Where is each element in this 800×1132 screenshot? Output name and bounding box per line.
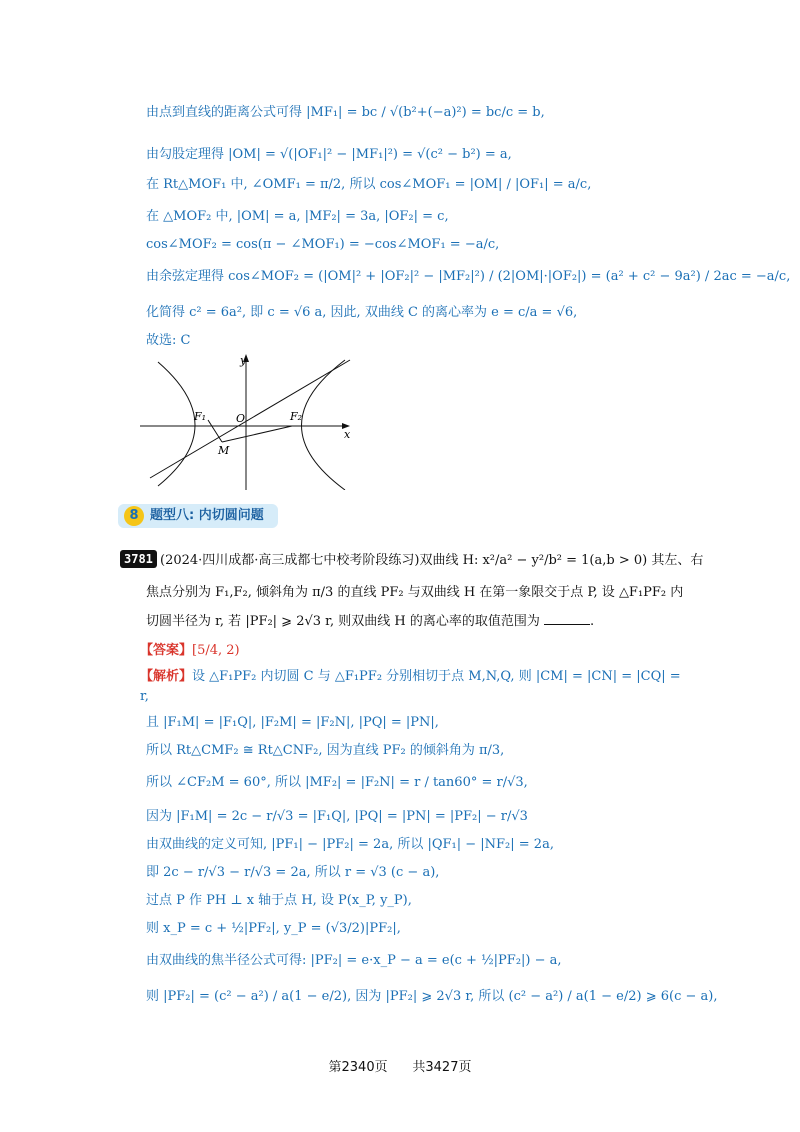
solution-line-7: 化简得 c² = 6a², 即 c = √6 a, 因此, 双曲线 C 的离心率为 e = c/a = √6,: [146, 305, 578, 320]
analysis-line-7: 即 2c − r/√3 − r/√3 = 2a, 所以 r = √3 (c − a),: [146, 865, 440, 880]
label-y: y: [240, 354, 247, 367]
question-line-3: [146, 612, 594, 631]
analysis-line-1: [140, 668, 681, 686]
segment-m-f2: [222, 426, 292, 442]
page-footer: [0, 1056, 800, 1075]
answer-blank: [544, 612, 590, 625]
solution-line-2: 由勾股定理得 |OM| = √(|OF₁|² − |MF₁|²) = √(c² − b²) = a,: [146, 147, 512, 162]
question-number: 3781: [120, 550, 157, 568]
analysis-line-8: 过点 P 作 PH ⊥ x 轴于点 H, 设 P(x_P, y_P),: [146, 893, 412, 908]
analysis-line-1b: r,: [140, 689, 149, 704]
label-origin: O: [236, 412, 246, 425]
solution-line-5: cos∠MOF₂ = cos(π − ∠MOF₁) = −cos∠MOF₁ = −a/c,: [146, 237, 500, 252]
analysis-line-2: 且 |F₁M| = |F₁Q|, |F₂M| = |F₂N|, |PQ| = |PN|,: [146, 715, 439, 730]
analysis-line-4: 所以 ∠CF₂M = 60°, 所以 |MF₂| = |F₂N| = r / tan60° = r/√3,: [146, 775, 528, 790]
hyperbola-figure: [140, 350, 360, 490]
answer-tag: 【答案】: [140, 643, 193, 658]
answer-line: [140, 642, 240, 660]
analysis-line-9: 则 x_P = c + ½|PF₂|, y_P = (√3/2)|PF₂|,: [146, 921, 401, 936]
page-total: 共3427页: [412, 1060, 472, 1075]
solution-line-8: 故选: C: [146, 333, 191, 348]
analysis-line-5: 因为 |F₁M| = 2c − r/√3 = |F₁Q|, |PQ| = |PN| = |PF₂| − r/√3: [146, 809, 528, 824]
analysis-line-1-text: 设 △F₁PF₂ 内切圆 C 与 △F₁PF₂ 分别相切于点 M,N,Q, 则 |CM| = |CN| = |CQ| =: [192, 669, 681, 684]
question-line-2: 焦点分别为 F₁,F₂, 倾斜角为 π/3 的直线 PF₂ 与双曲线 H 在第一象限交于点 P, 设 △F₁PF₂ 内: [146, 585, 684, 600]
solution-line-6: 由余弦定理得 cos∠MOF₂ = (|OM|² + |OF₂|² − |MF₂|²) / (2|OM|·|OF₂|) = (a² + c² − 9a²) / 2ac = −a/c,: [146, 269, 791, 284]
section-number-badge: 8: [124, 506, 144, 526]
analysis-line-10: 由双曲线的焦半径公式可得: |PF₂| = e·x_P − a = e(c + ½|PF₂|) − a,: [146, 953, 562, 968]
question-line-1: (2024·四川成都·高三成都七中校考阶段练习)双曲线 H: x²/a² − y²/b² = 1(a,b > 0) 其左、右: [160, 553, 704, 568]
section-title: 题型八: 内切圆问题: [150, 508, 264, 523]
analysis-line-3: 所以 Rt△CMF₂ ≅ Rt△CNF₂, 因为直线 PF₂ 的倾斜角为 π/3,: [146, 743, 505, 758]
label-f2: F₂: [290, 410, 303, 423]
answer-value: [5/4, 2): [192, 643, 240, 658]
analysis-line-6: 由双曲线的定义可知, |PF₁| − |PF₂| = 2a, 所以 |QF₁| − |NF₂| = 2a,: [146, 837, 554, 852]
question-line-3-text: 切圆半径为 r, 若 |PF₂| ⩾ 2√3 r, 则双曲线 H 的离心率的取值范围为: [146, 614, 540, 629]
solution-line-3: 在 Rt△MOF₁ 中, ∠OMF₁ = π/2, 所以 cos∠MOF₁ = |OM| / |OF₁| = a/c,: [146, 177, 592, 192]
segment-f1-m: [208, 420, 222, 442]
solution-line-4: 在 △MOF₂ 中, |OM| = a, |MF₂| = 3a, |OF₂| = c,: [146, 209, 449, 224]
analysis-line-11: 则 |PF₂| = (c² − a²) / a(1 − e/2), 因为 |PF₂| ⩾ 2√3 r, 所以 (c² − a²) / a(1 − e/2) ⩾ 6(c − a),: [146, 989, 718, 1004]
label-f1: F₁: [194, 410, 207, 423]
label-x: x: [344, 428, 351, 441]
page-number: 第2340页: [328, 1060, 388, 1075]
analysis-tag: 【解析】: [140, 669, 193, 684]
label-m: M: [218, 444, 230, 457]
right-branch: [302, 360, 346, 490]
solution-line-1: 由点到直线的距离公式可得 |MF₁| = bc / √(b²+(−a)²) = bc/c = b,: [146, 105, 545, 120]
question-line-3-end: .: [589, 614, 595, 629]
left-branch: [158, 362, 195, 486]
asymptote-1: [150, 360, 350, 478]
